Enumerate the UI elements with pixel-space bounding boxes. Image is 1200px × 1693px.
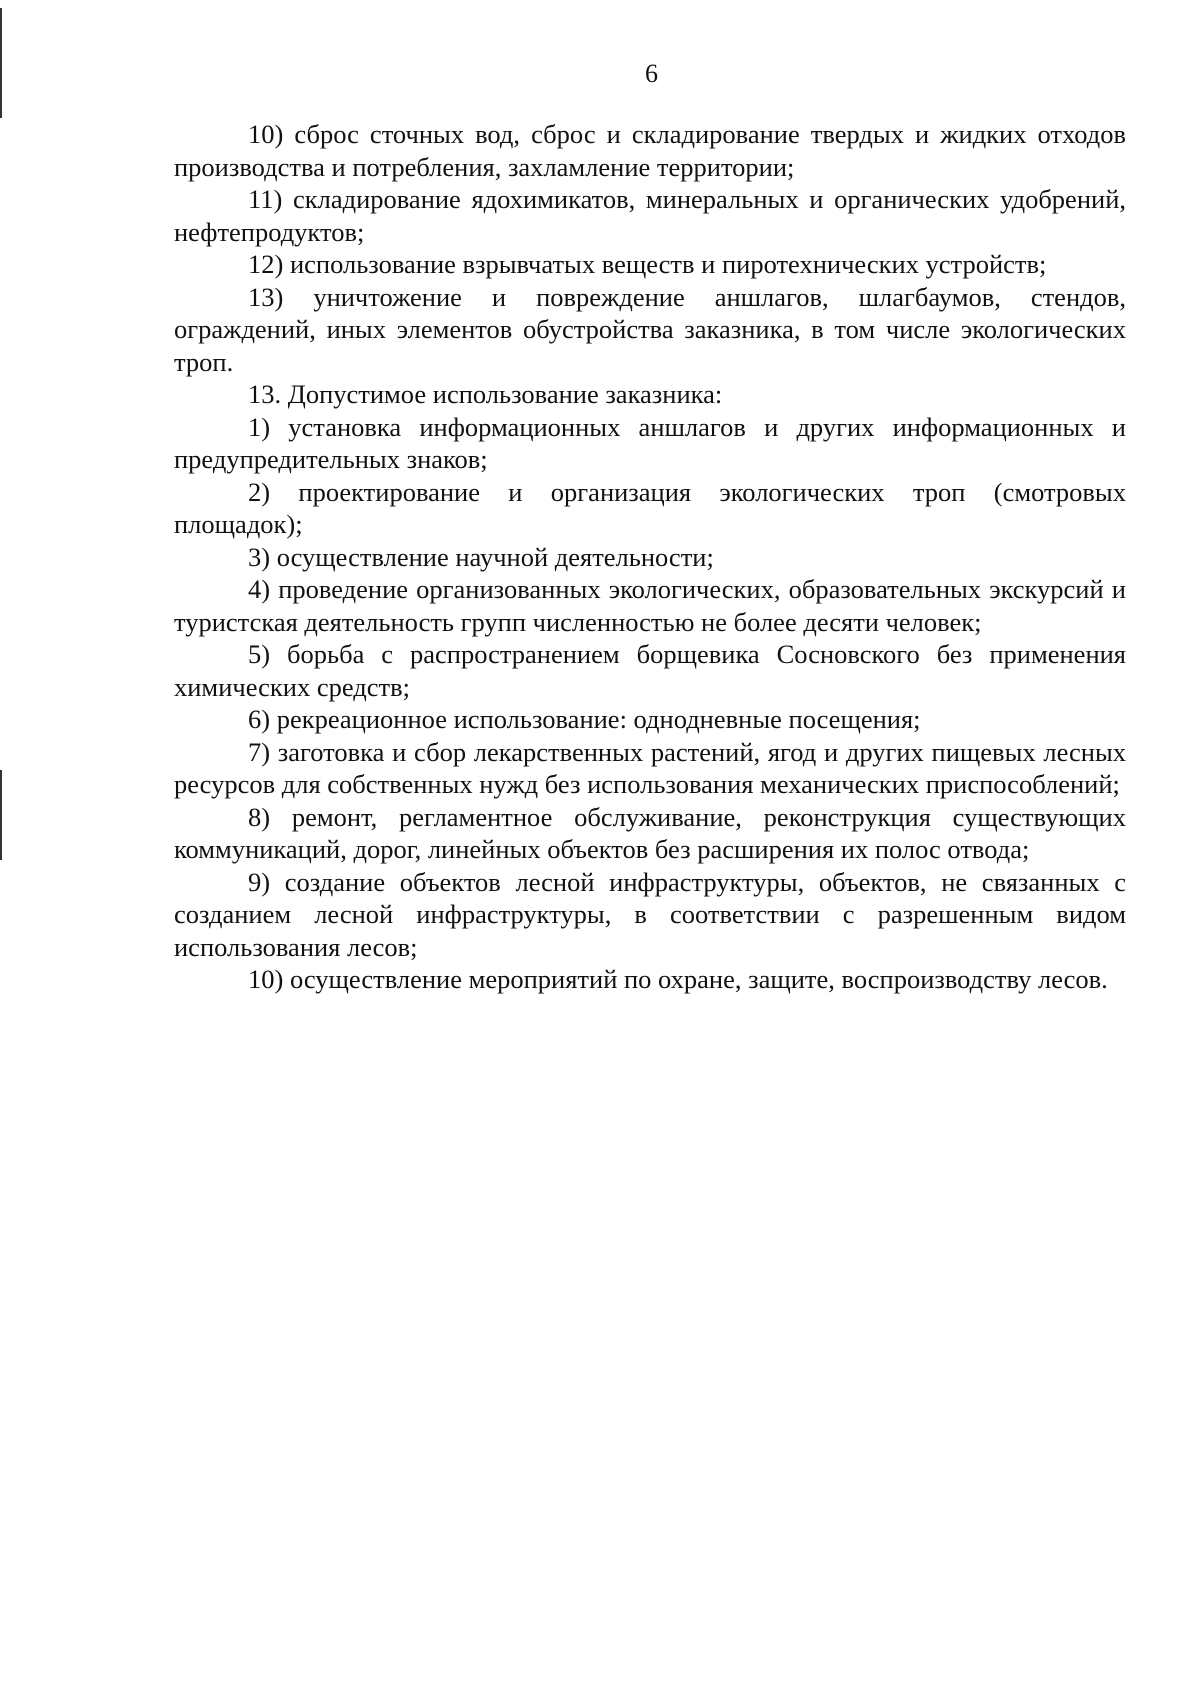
list-item: 12) использование взрывчатых веществ и пиротехнических устройств; xyxy=(248,249,1047,279)
page-number: 6 xyxy=(645,59,658,88)
list-item: 10) осуществление мероприятий по охране, защите, воспроизводству лесов. xyxy=(248,964,1108,994)
list-item: 3) осуществление научной деятельности; xyxy=(248,541,714,572)
list-item: 8) ремонт, регламентное обслуживание, реконструкция существующих коммуникаций, дорог, линейных объектов без расширения их полос отвода; xyxy=(174,801,1126,864)
scan-edge-mark-middle xyxy=(0,770,2,860)
list-item: 4) проведение организованных экологических, образовательных экскурсий и туристская деятельность групп численностью не более десяти человек; xyxy=(174,574,1126,637)
list-item: 13) уничтожение и повреждение аншлагов, шлагбаумов, стендов, ограждений, иных элементов обустройства заказника, в том числе экологических троп. xyxy=(174,281,1126,377)
list-item: 1) установка информационных аншлагов и других информационных и предупредительных знаков; xyxy=(174,411,1126,474)
list-item: 7) заготовка и сбор лекарственных растений, ягод и других пищевых лесных ресурсов для собственных нужд без использования механических приспособлений; xyxy=(174,736,1126,799)
document-body xyxy=(174,118,1126,996)
list-item: 9) создание объектов лесной инфраструктуры, объектов, не связанных с созданием лесной инфраструктуры, в соответствии с разрешенным видом использования лесов; xyxy=(174,866,1126,962)
list-item: 2) проектирование и организация экологических троп (смотровых площадок); xyxy=(174,476,1126,539)
list-item: 6) рекреационное использование: однодневные посещения; xyxy=(248,704,921,734)
list-item: 10) сброс сточных вод, сброс и складирование твердых и жидких отходов производства и потребления, захламление территории; xyxy=(174,119,1126,182)
section-heading: 13. Допустимое использование заказника: xyxy=(248,379,723,409)
list-item: 11) складирование ядохимикатов, минеральных и органических удобрений, нефтепродуктов; xyxy=(174,184,1126,247)
list-item: 5) борьба с распространением борщевика Сосновского без применения химических средств; xyxy=(174,639,1126,702)
